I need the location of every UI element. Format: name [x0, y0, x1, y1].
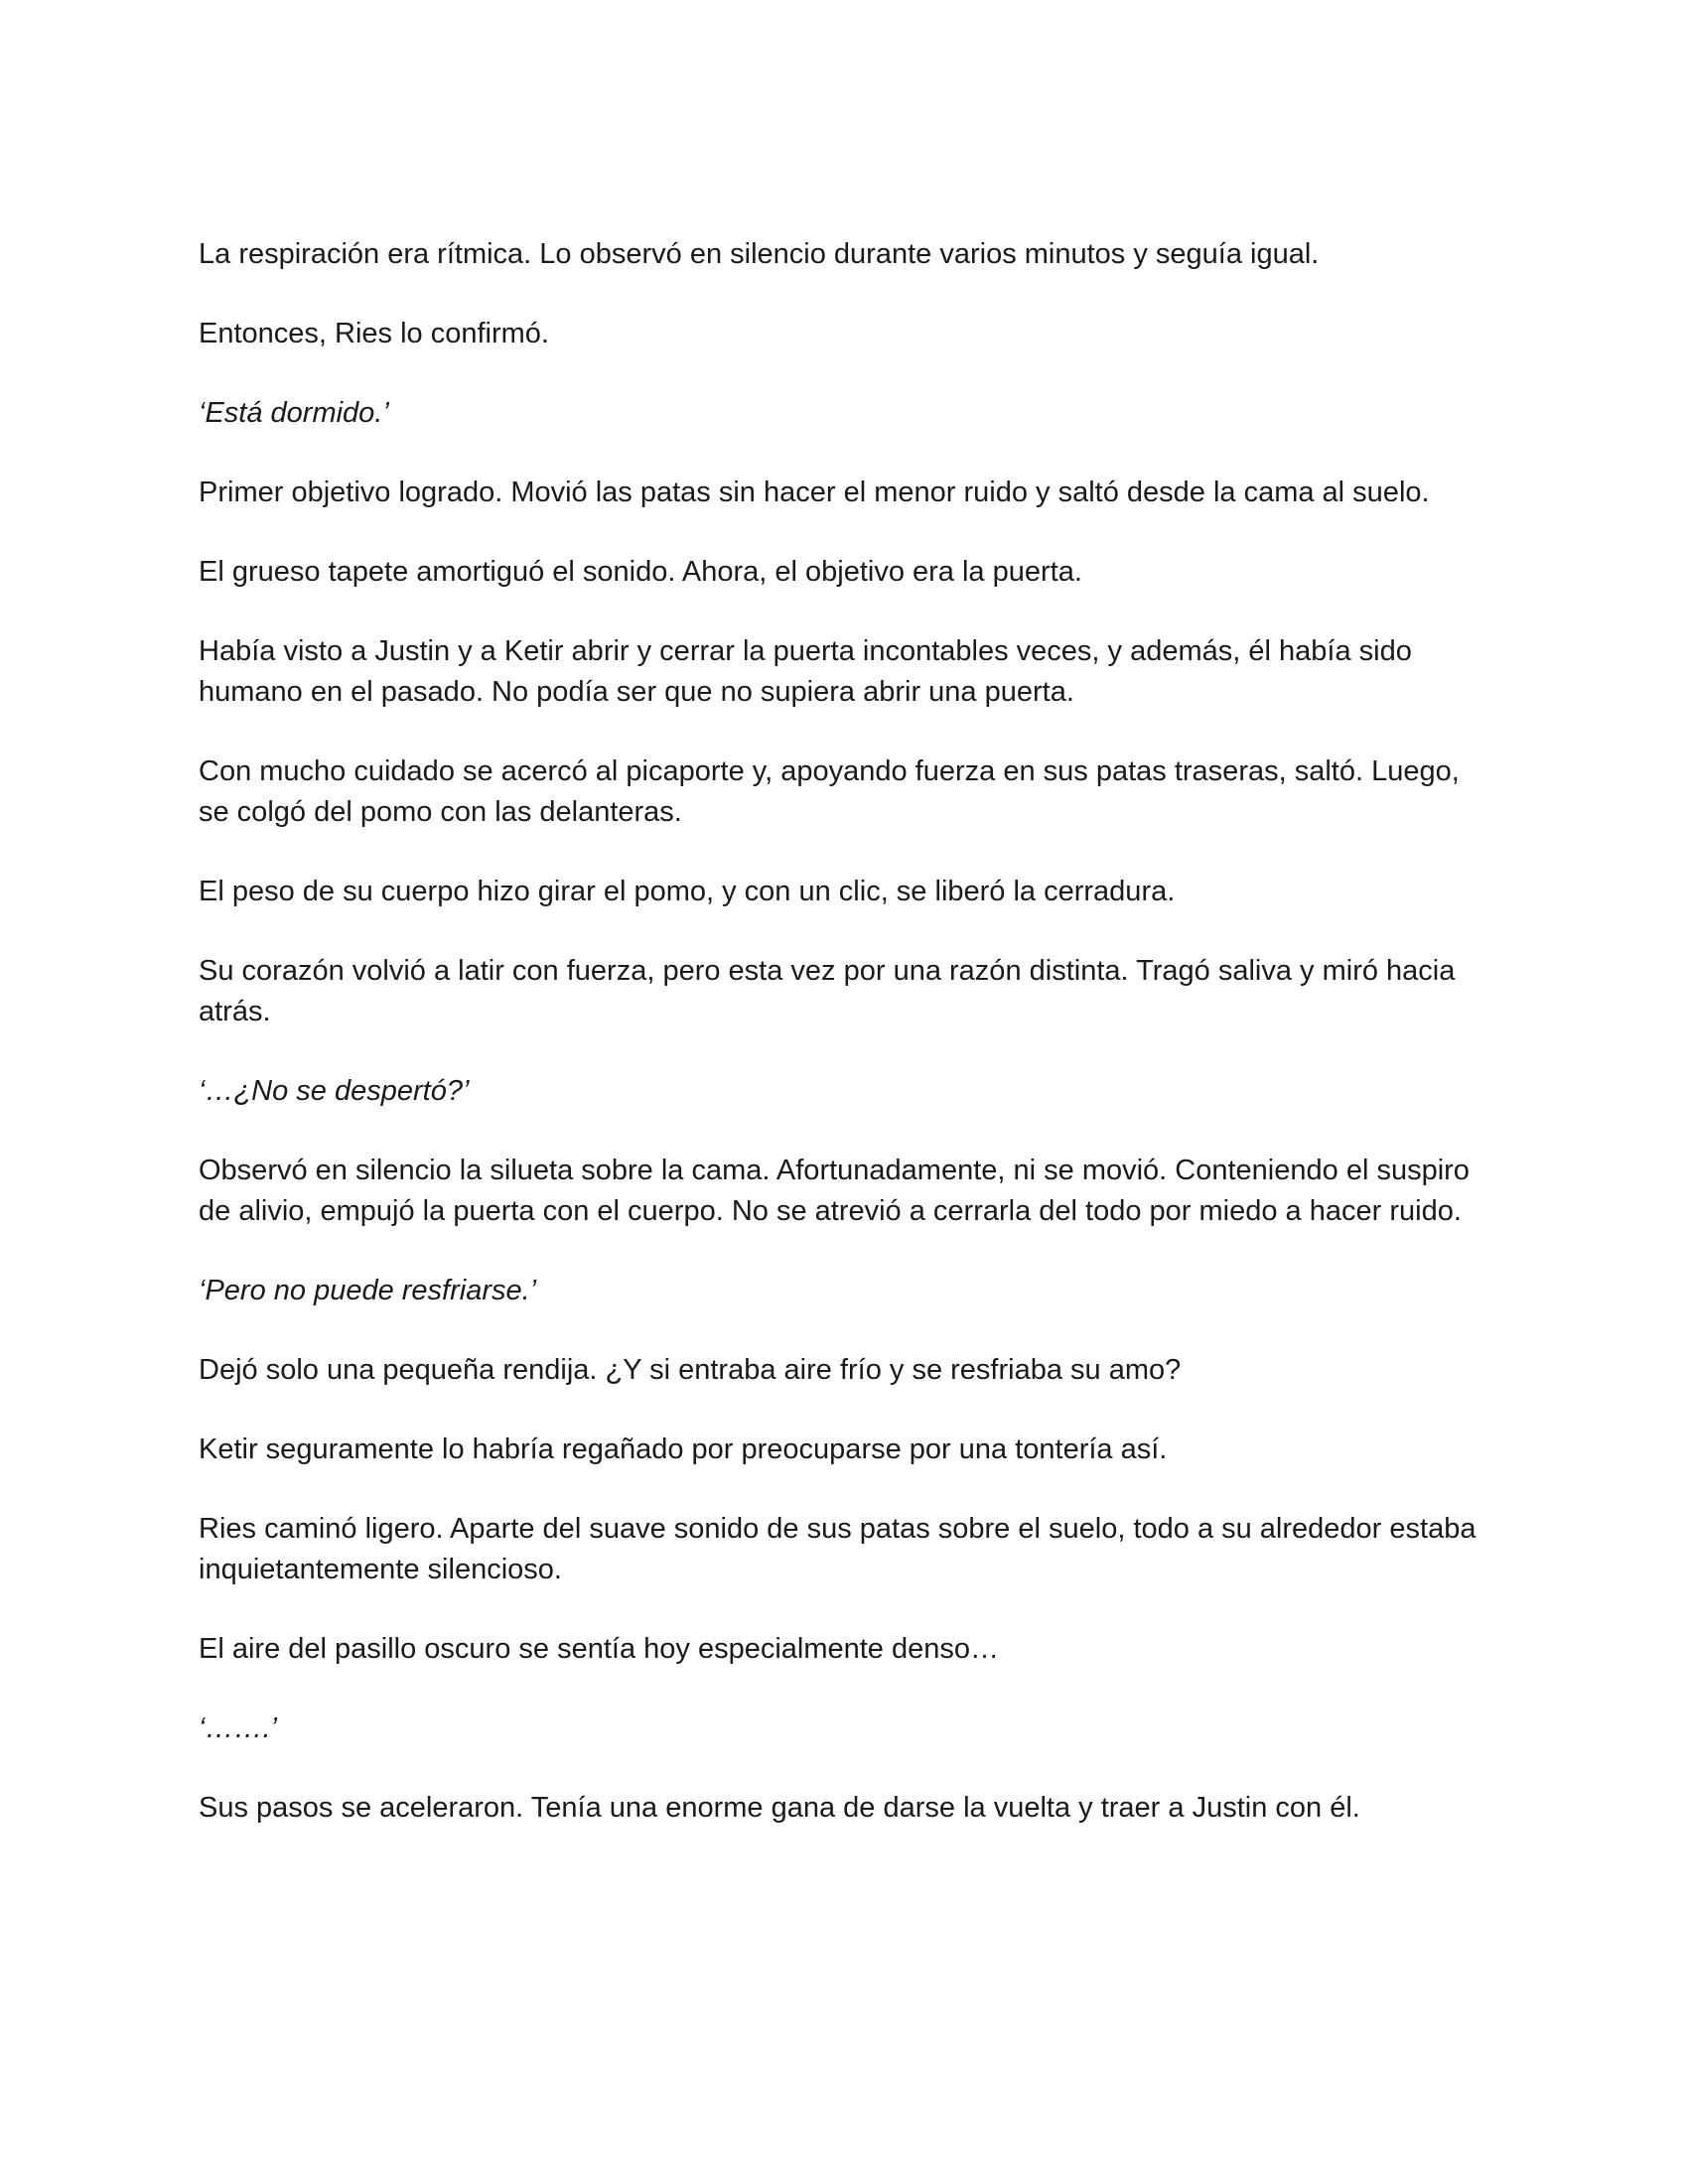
document-body [199, 234, 1489, 1867]
paragraph: El peso de su cuerpo hizo girar el pomo, y con un clic, se liberó la cerradura. [199, 876, 1176, 907]
thought-paragraph: ‘Está dormido.’ [199, 397, 389, 429]
paragraph: Observó en silencio la silueta sobre la cama. Afortunadamente, ni se movió. Conteniendo el suspiro de alivio, empujó la puerta con el cuerpo. No se atrevió a cerrarla del todo por miedo a hacer ruido. [199, 1155, 1470, 1227]
paragraph: La respiración era rítmica. Lo observó en silencio durante varios minutos y seguía igual. [199, 238, 1320, 270]
paragraph: Dejó solo una pequeña rendija. ¿Y si entraba aire frío y se resfriaba su amo? [199, 1354, 1182, 1386]
thought-paragraph: ‘…¿No se despertó?’ [199, 1075, 470, 1107]
thought-paragraph: ‘…….’ [199, 1712, 277, 1744]
paragraph: El aire del pasillo oscuro se sentía hoy especialmente denso… [199, 1633, 1000, 1665]
paragraph: El grueso tapete amortiguó el sonido. Ahora, el objetivo era la puerta. [199, 556, 1082, 588]
paragraph: Primer objetivo logrado. Movió las patas sin hacer el menor ruido y saltó desde la cama al suelo. [199, 477, 1430, 508]
paragraph: Había visto a Justin y a Ketir abrir y cerrar la puerta incontables veces, y además, él había sido humano en el pasado. No podía ser que no supiera abrir una puerta. [199, 635, 1412, 708]
paragraph: Con mucho cuidado se acercó al picaporte y, apoyando fuerza en sus patas traseras, saltó. Luego, se colgó del pomo con las delanteras. [199, 755, 1460, 828]
thought-paragraph: ‘Pero no puede resfriarse.’ [199, 1275, 537, 1306]
paragraph: Ries caminó ligero. Aparte del suave sonido de sus patas sobre el suelo, todo a su alrededor estaba inquietantemente silencioso. [199, 1513, 1477, 1585]
paragraph: Ketir seguramente lo habría regañado por preocuparse por una tontería así. [199, 1433, 1168, 1465]
paragraph: Su corazón volvió a latir con fuerza, pero esta vez por una razón distinta. Tragó saliva y miró hacia atrás. [199, 955, 1456, 1027]
paragraph: Sus pasos se aceleraron. Tenía una enorme gana de darse la vuelta y traer a Justin con él. [199, 1792, 1360, 1824]
paragraph: Entonces, Ries lo confirmó. [199, 318, 549, 349]
